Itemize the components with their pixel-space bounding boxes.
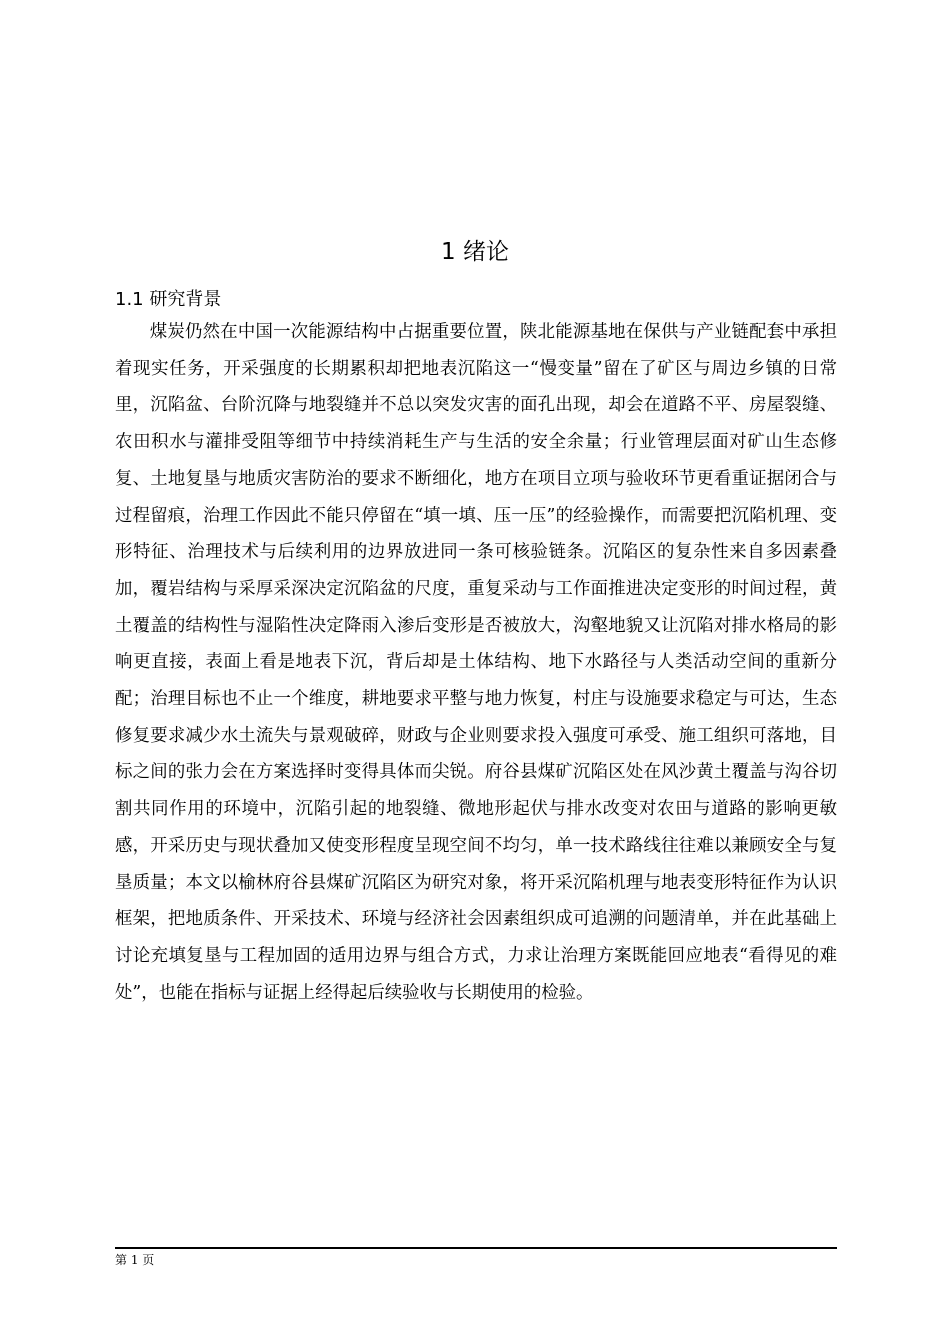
page-number: 第 1 页 [115,1253,155,1267]
footer-divider [115,1247,837,1249]
body-paragraph: 煤炭仍然在中国一次能源结构中占据重要位置，陕北能源基地在保供与产业链配套中承担着现实任务，开采强度的长期累积却把地表沉陷这一“慢变量”留在了矿区与周边乡镇的日常里，沉陷盆、台阶沉降与地裂缝并不总以突发灾害的面孔出现，却会在道路不平、房屋裂缝、农田积水与灌排受阻等细节中持续消耗生产与生活的安全余量；行业管理层面对矿山生态修复、土地复垦与地质灾害防治的要求不断细化，地方在项目立项与验收环节更看重证据闭合与过程留痕，治理工作因此不能只停留在“填一填、压一压”的经验操作，而需要把沉陷机理、变形特征、治理技术与后续利用的边界放进同一条可核验链条。沉陷区的复杂性来自多因素叠加，覆岩结构与采厚采深决定沉陷盆的尺度，重复采动与工作面推进决定变形的时间过程，黄土覆盖的结构性与湿陷性决定降雨入渗后变形是否被放大，沟壑地貌又让沉陷对排水格局的影响更直接，表面上看是地表下沉，背后却是土体结构、地下水路径与人类活动空间的重新分配；治理目标也不止一个维度，耕地要求平整与地力恢复，村庄与设施要求稳定与可达，生态修复要求减少水土流失与景观破碎，财政与企业则要求投入强度可承受、施工组织可落地，目标之间的张力会在方案选择时变得具体而尖锐。府谷县煤矿沉陷区处在风沙黄土覆盖与沟谷切割共同作用的环境中，沉陷引起的地裂缝、微地形起伏与排水改变对农田与道路的影响更敏感，开采历史与现状叠加又使变形程度呈现空间不均匀，单一技术路线往往难以兼顾安全与复垦质量；本文以榆林府谷县煤矿沉陷区为研究对象，将开采沉陷机理与地表变形特征作为认识框架，把地质条件、开采技术、环境与经济社会因素组织成可追溯的问题清单，并在此基础上讨论充填复垦与工程加固的适用边界与组合方式，力求让治理方案既能回应地表“看得见的难处”，也能在指标与证据上经得起后续验收与长期使用的检验。 [115,322,837,1003]
chapter-title: 1 绪论 [441,239,509,265]
section-title: 1.1 研究背景 [115,289,222,310]
